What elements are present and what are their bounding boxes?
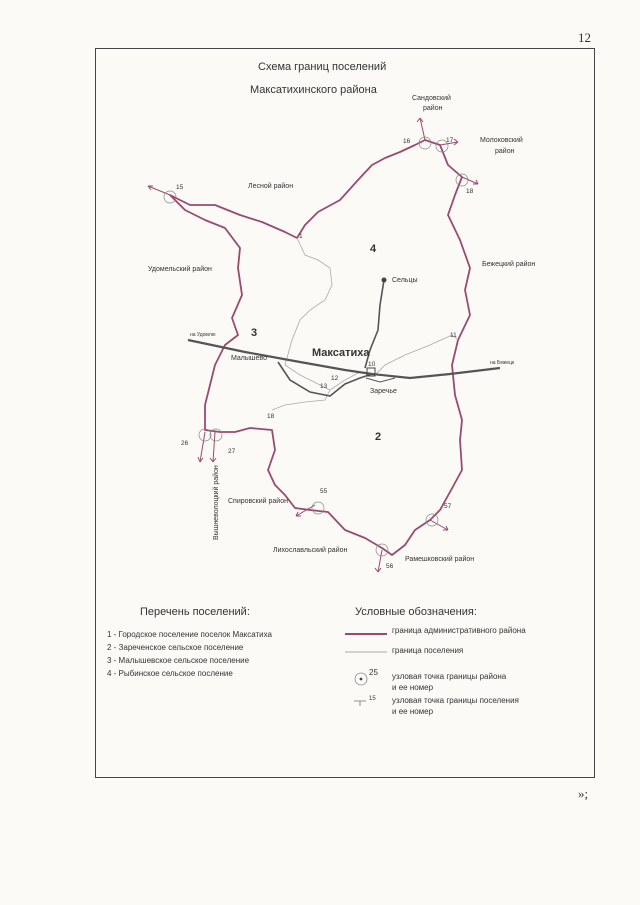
place-seltsy: Сельцы <box>392 277 418 284</box>
district-rameshkovsky: Рамешковский район <box>405 556 475 563</box>
node-56: 56 <box>386 563 394 570</box>
district-sandovsky-line2: район <box>423 105 443 112</box>
district-spirovsky: Спировский район <box>228 498 288 505</box>
map-title-line1: Схема границ поселений <box>258 61 387 73</box>
district-molokovsky-line1: Молоковский <box>480 137 523 144</box>
settlement-number-4: 4 <box>370 243 377 255</box>
node-10: 10 <box>368 361 376 368</box>
legend-district-node-line2: и ее номер <box>392 683 434 692</box>
legend-heading: Условные обозначения: <box>355 606 477 618</box>
legend-district-node-line1: узловая точка границы района <box>392 672 507 681</box>
legend-settlement-border: граница поселения <box>392 646 464 655</box>
settlement-node-icon <box>353 697 367 707</box>
list-item: 1 - Городское поселение поселок Максатиха <box>107 630 272 639</box>
node-13: 13 <box>320 383 328 390</box>
list-item: 3 - Малышевское сельское поселение <box>107 656 250 665</box>
legend-district-line-icon <box>345 631 387 637</box>
legend-district-node-number: 25 <box>369 668 378 677</box>
node-18a: 18 <box>466 188 474 195</box>
place-zarechye: Заречье <box>370 388 397 395</box>
node-57: 57 <box>444 503 452 510</box>
district-sandovsky-line1: Сандовский <box>412 95 451 102</box>
settlement-boundaries <box>272 238 458 410</box>
node-1: 1 <box>299 233 303 240</box>
node-16: 16 <box>403 138 411 145</box>
road-label-bezhetsk: на Бежецк <box>490 360 515 366</box>
place-maluishevo: Малышево <box>231 355 267 362</box>
node-17: 17 <box>446 137 454 144</box>
district-lesnoy: Лесной район <box>248 183 294 190</box>
legend-district-border: граница административного района <box>392 626 526 635</box>
node-55: 55 <box>320 488 328 495</box>
district-node-icon <box>353 671 369 687</box>
node-12: 12 <box>331 375 339 382</box>
legend-settlement-node-number: 15 <box>369 696 376 702</box>
node-11: 11 <box>450 332 457 339</box>
map-title-line2: Максатихинского района <box>250 84 377 96</box>
legend <box>345 626 585 746</box>
district-molokovsky-line2: район <box>495 148 515 155</box>
settlement-number-3: 3 <box>251 327 258 339</box>
district-bezhetsky: Бежецкий район <box>482 261 536 268</box>
page-number: 12 <box>578 30 591 45</box>
node-15: 15 <box>176 184 184 191</box>
district-vyshnevolotsky: Вышневолоцкий район <box>213 465 220 540</box>
legend-settlement-node-line1: узловая точка границы поселения <box>392 696 519 705</box>
legend-settlement-line-icon <box>345 650 387 654</box>
settlement-number-2: 2 <box>375 431 382 443</box>
place-maksatikha: Максатиха <box>312 347 370 359</box>
legend-settlement-node-line2: и ее номер <box>392 707 434 716</box>
boundary-arrows <box>148 118 478 572</box>
list-item: 2 - Зареченское сельское поселение <box>107 643 244 652</box>
node-26: 26 <box>181 440 189 447</box>
district-udomelsky: Удомельский район <box>148 266 212 273</box>
road-label-udomlya: на Удомлю <box>190 332 216 338</box>
settlements-list-heading: Перечень поселений: <box>140 606 250 618</box>
list-item: 4 - Рыбинское сельское посление <box>107 669 233 678</box>
node-18b: 18 <box>267 413 275 420</box>
node-27: 27 <box>228 448 236 455</box>
town-dot-seltsy <box>382 278 387 283</box>
settlements-list <box>107 628 272 680</box>
district-likhoslavlsky: Лихославльский район <box>273 547 348 554</box>
closing-quote: »; <box>578 786 589 801</box>
